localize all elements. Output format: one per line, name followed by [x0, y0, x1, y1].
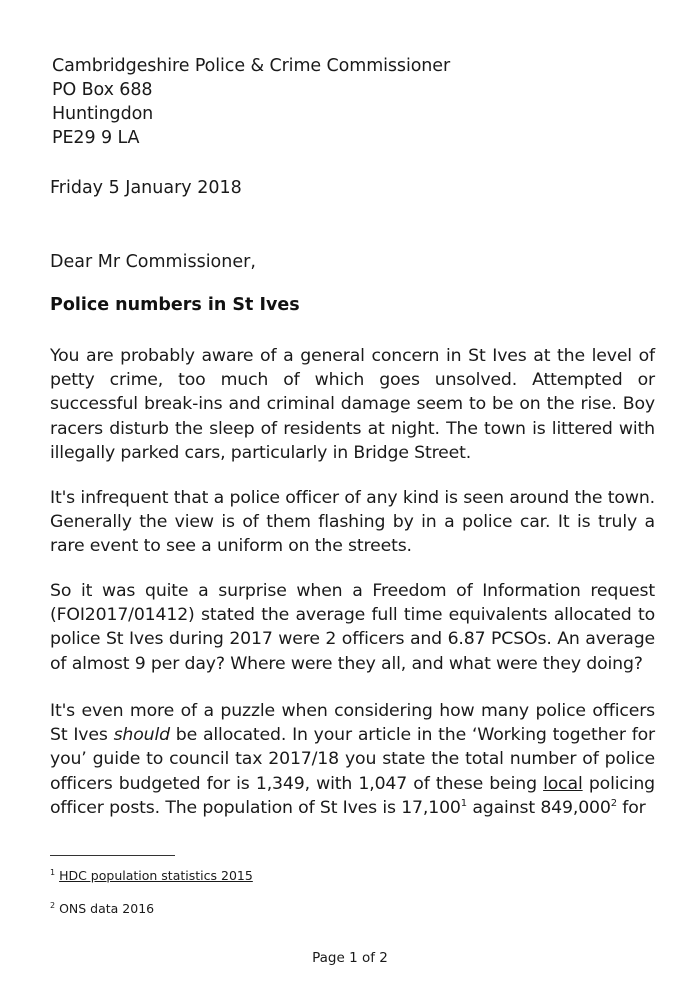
recipient-address	[52, 54, 450, 150]
footnote-1-number: 1	[50, 867, 56, 877]
paragraph-4-part-3: policing officer posts. The population of St Ives is 17,100	[50, 773, 655, 818]
paragraph-4	[50, 699, 655, 820]
address-line-2: PO Box 688	[52, 80, 153, 100]
paragraph-4-part-2: be allocated. In your article in the ‘Working together for you’ guide to council tax 2017/18 you state the total number of police officers budgeted for is 1,349, with 1,047 of these being	[50, 725, 656, 794]
paragraph-4-part-5: for	[616, 797, 646, 818]
footnote-divider	[50, 855, 175, 856]
address-line-1: Cambridgeshire Police & Crime Commissioner	[52, 56, 451, 76]
paragraph-1: You are probably aware of a general concern in St Ives at the level of petty crime, too much of which goes unsolved. Attempted or successful break-ins and criminal damage seem to be on the rise. Boy racers disturb the sleep of residents at night. The town is littered with illegally parked cars, particularly in Bridge Street.	[50, 346, 655, 463]
salutation: Dear Mr Commissioner,	[50, 252, 256, 272]
footnote-1	[50, 868, 253, 884]
footnote-1-link[interactable]: HDC population statistics 2015	[59, 868, 253, 883]
paragraph-3: So it was quite a surprise when a Freedom of Information request (FOI2017/01412) stated the average full time equivalents allocated to police St Ives during 2017 were 2 officers and 6.87 PCSOs. An average of almost 9 per day? Where were they all, and what were they doing?	[50, 581, 655, 674]
paragraph-2: It's infrequent that a police officer of any kind is seen around the town. Generally the view is of them flashing by in a police car. It is truly a rare event to see a uniform on the streets.	[50, 488, 655, 557]
address-line-3: Huntingdon	[52, 104, 154, 124]
paragraph-4-emphasis: should	[113, 725, 170, 746]
footnote-ref-1: 1	[460, 798, 467, 810]
footnote-ref-2: 2	[610, 798, 617, 810]
footnote-2	[50, 901, 154, 917]
address-line-4: PE29 9 LA	[52, 128, 140, 148]
paragraph-4-part-4: against 849,000	[467, 797, 611, 818]
paragraph-4-underlined: local	[543, 773, 583, 794]
paragraph-4-part-1: It's even more of a puzzle when considering how many police officers St Ives	[50, 701, 655, 746]
footnote-2-text: ONS data 2016	[59, 901, 155, 916]
footnote-2-number: 2	[50, 900, 56, 910]
subject-heading: Police numbers in St Ives	[50, 295, 300, 315]
page-number: Page 1 of 2	[312, 950, 388, 966]
letter-date: Friday 5 January 2018	[50, 178, 242, 198]
